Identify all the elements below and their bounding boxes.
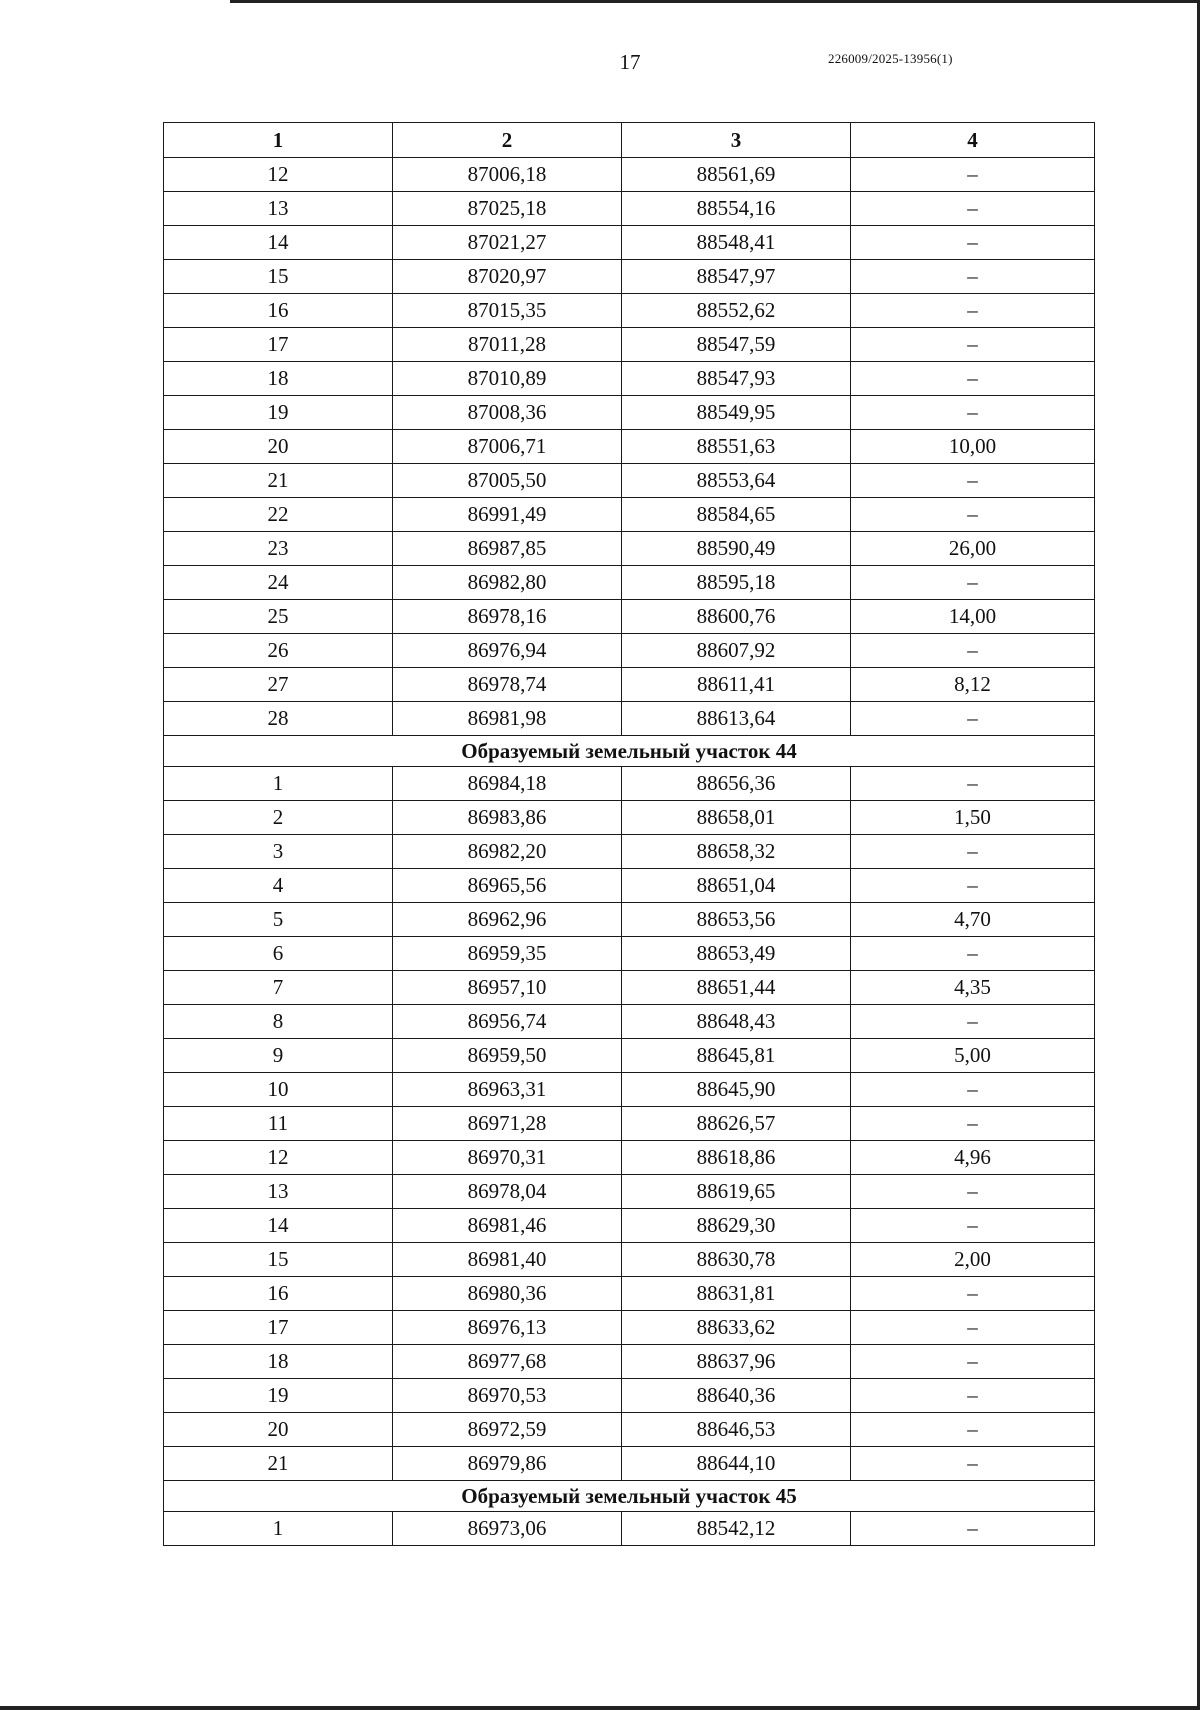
table-row — [164, 430, 1095, 464]
value-cell: – — [851, 1005, 1095, 1039]
x-coordinate-cell: 86979,86 — [393, 1447, 622, 1481]
value-cell: 26,00 — [851, 532, 1095, 566]
y-coordinate-cell: 88644,10 — [622, 1447, 851, 1481]
x-coordinate-cell: 86983,86 — [393, 801, 622, 835]
y-coordinate-cell: 88547,59 — [622, 328, 851, 362]
table-row — [164, 1345, 1095, 1379]
y-coordinate-cell: 88630,78 — [622, 1243, 851, 1277]
value-cell: – — [851, 1209, 1095, 1243]
value-cell: – — [851, 362, 1095, 396]
value-cell: – — [851, 702, 1095, 736]
table-row — [164, 328, 1095, 362]
point-number-cell: 21 — [164, 1447, 393, 1481]
x-coordinate-cell: 87020,97 — [393, 260, 622, 294]
table-row — [164, 1512, 1095, 1546]
column-header: 4 — [851, 123, 1095, 158]
x-coordinate-cell: 86976,13 — [393, 1311, 622, 1345]
y-coordinate-cell: 88658,32 — [622, 835, 851, 869]
value-cell: – — [851, 158, 1095, 192]
x-coordinate-cell: 86970,53 — [393, 1379, 622, 1413]
table-row — [164, 801, 1095, 835]
x-coordinate-cell: 86959,50 — [393, 1039, 622, 1073]
table-row — [164, 1005, 1095, 1039]
x-coordinate-cell: 86963,31 — [393, 1073, 622, 1107]
table-row — [164, 1379, 1095, 1413]
value-cell: 8,12 — [851, 668, 1095, 702]
y-coordinate-cell: 88618,86 — [622, 1141, 851, 1175]
y-coordinate-cell: 88613,64 — [622, 702, 851, 736]
point-number-cell: 16 — [164, 1277, 393, 1311]
value-cell: – — [851, 937, 1095, 971]
value-cell: – — [851, 1107, 1095, 1141]
value-cell: – — [851, 835, 1095, 869]
point-number-cell: 19 — [164, 1379, 393, 1413]
section-header-row — [164, 736, 1095, 767]
y-coordinate-cell: 88553,64 — [622, 464, 851, 498]
x-coordinate-cell: 86984,18 — [393, 767, 622, 801]
y-coordinate-cell: 88656,36 — [622, 767, 851, 801]
point-number-cell: 13 — [164, 1175, 393, 1209]
table-row — [164, 634, 1095, 668]
table-row — [164, 362, 1095, 396]
x-coordinate-cell: 86981,40 — [393, 1243, 622, 1277]
value-cell: 1,50 — [851, 801, 1095, 835]
table-row — [164, 158, 1095, 192]
point-number-cell: 25 — [164, 600, 393, 634]
value-cell: – — [851, 260, 1095, 294]
x-coordinate-cell: 86977,68 — [393, 1345, 622, 1379]
y-coordinate-cell: 88653,56 — [622, 903, 851, 937]
point-number-cell: 12 — [164, 158, 393, 192]
value-cell: – — [851, 566, 1095, 600]
y-coordinate-cell: 88561,69 — [622, 158, 851, 192]
point-number-cell: 10 — [164, 1073, 393, 1107]
x-coordinate-cell: 86981,46 — [393, 1209, 622, 1243]
y-coordinate-cell: 88611,41 — [622, 668, 851, 702]
coordinates-table — [163, 122, 1095, 1546]
table-row — [164, 903, 1095, 937]
value-cell: – — [851, 1345, 1095, 1379]
point-number-cell: 14 — [164, 226, 393, 260]
point-number-cell: 5 — [164, 903, 393, 937]
table-row — [164, 1175, 1095, 1209]
table-row — [164, 1039, 1095, 1073]
table-row — [164, 702, 1095, 736]
value-cell: – — [851, 1512, 1095, 1546]
y-coordinate-cell: 88549,95 — [622, 396, 851, 430]
table-row — [164, 600, 1095, 634]
y-coordinate-cell: 88629,30 — [622, 1209, 851, 1243]
value-cell: – — [851, 1277, 1095, 1311]
table-row — [164, 1311, 1095, 1345]
point-number-cell: 24 — [164, 566, 393, 600]
point-number-cell: 21 — [164, 464, 393, 498]
value-cell: – — [851, 1447, 1095, 1481]
value-cell: 14,00 — [851, 600, 1095, 634]
value-cell: – — [851, 1413, 1095, 1447]
point-number-cell: 19 — [164, 396, 393, 430]
table-row — [164, 1107, 1095, 1141]
point-number-cell: 2 — [164, 801, 393, 835]
x-coordinate-cell: 86991,49 — [393, 498, 622, 532]
x-coordinate-cell: 86982,80 — [393, 566, 622, 600]
x-coordinate-cell: 87006,18 — [393, 158, 622, 192]
value-cell: – — [851, 1311, 1095, 1345]
x-coordinate-cell: 86978,04 — [393, 1175, 622, 1209]
table-row — [164, 869, 1095, 903]
point-number-cell: 7 — [164, 971, 393, 1005]
table-row — [164, 396, 1095, 430]
table-row — [164, 566, 1095, 600]
table-row — [164, 226, 1095, 260]
x-coordinate-cell: 86972,59 — [393, 1413, 622, 1447]
point-number-cell: 20 — [164, 1413, 393, 1447]
x-coordinate-cell: 86965,56 — [393, 869, 622, 903]
point-number-cell: 17 — [164, 328, 393, 362]
point-number-cell: 14 — [164, 1209, 393, 1243]
y-coordinate-cell: 88646,53 — [622, 1413, 851, 1447]
x-coordinate-cell: 87015,35 — [393, 294, 622, 328]
table-row — [164, 192, 1095, 226]
value-cell: – — [851, 767, 1095, 801]
point-number-cell: 15 — [164, 260, 393, 294]
point-number-cell: 11 — [164, 1107, 393, 1141]
scan-bottom-border — [0, 1706, 1200, 1710]
y-coordinate-cell: 88547,97 — [622, 260, 851, 294]
value-cell: – — [851, 396, 1095, 430]
y-coordinate-cell: 88640,36 — [622, 1379, 851, 1413]
table-row — [164, 1413, 1095, 1447]
table-row — [164, 971, 1095, 1005]
table-row — [164, 294, 1095, 328]
table-row — [164, 260, 1095, 294]
point-number-cell: 1 — [164, 1512, 393, 1546]
section-title: Образуемый земельный участок 45 — [164, 1481, 1095, 1512]
x-coordinate-cell: 86980,36 — [393, 1277, 622, 1311]
value-cell: 2,00 — [851, 1243, 1095, 1277]
x-coordinate-cell: 86970,31 — [393, 1141, 622, 1175]
section-title: Образуемый земельный участок 44 — [164, 736, 1095, 767]
y-coordinate-cell: 88619,65 — [622, 1175, 851, 1209]
x-coordinate-cell: 87011,28 — [393, 328, 622, 362]
table-row — [164, 1447, 1095, 1481]
point-number-cell: 16 — [164, 294, 393, 328]
y-coordinate-cell: 88651,04 — [622, 869, 851, 903]
x-coordinate-cell: 87010,89 — [393, 362, 622, 396]
scan-top-border — [230, 0, 1200, 3]
y-coordinate-cell: 88600,76 — [622, 600, 851, 634]
y-coordinate-cell: 88584,65 — [622, 498, 851, 532]
x-coordinate-cell: 86957,10 — [393, 971, 622, 1005]
value-cell: – — [851, 498, 1095, 532]
point-number-cell: 13 — [164, 192, 393, 226]
y-coordinate-cell: 88648,43 — [622, 1005, 851, 1039]
section-header-row — [164, 1481, 1095, 1512]
value-cell: – — [851, 328, 1095, 362]
point-number-cell: 17 — [164, 1311, 393, 1345]
y-coordinate-cell: 88551,63 — [622, 430, 851, 464]
point-number-cell: 1 — [164, 767, 393, 801]
point-number-cell: 4 — [164, 869, 393, 903]
y-coordinate-cell: 88595,18 — [622, 566, 851, 600]
table-row — [164, 668, 1095, 702]
y-coordinate-cell: 88631,81 — [622, 1277, 851, 1311]
x-coordinate-cell: 86978,74 — [393, 668, 622, 702]
x-coordinate-cell: 87006,71 — [393, 430, 622, 464]
y-coordinate-cell: 88554,16 — [622, 192, 851, 226]
point-number-cell: 9 — [164, 1039, 393, 1073]
point-number-cell: 3 — [164, 835, 393, 869]
x-coordinate-cell: 86962,96 — [393, 903, 622, 937]
value-cell: – — [851, 1379, 1095, 1413]
table-row — [164, 1277, 1095, 1311]
value-cell: 4,35 — [851, 971, 1095, 1005]
table-row — [164, 498, 1095, 532]
y-coordinate-cell: 88626,57 — [622, 1107, 851, 1141]
x-coordinate-cell: 86973,06 — [393, 1512, 622, 1546]
page-number: 17 — [619, 50, 641, 74]
value-cell: – — [851, 464, 1095, 498]
point-number-cell: 18 — [164, 362, 393, 396]
y-coordinate-cell: 88658,01 — [622, 801, 851, 835]
y-coordinate-cell: 88645,81 — [622, 1039, 851, 1073]
y-coordinate-cell: 88607,92 — [622, 634, 851, 668]
y-coordinate-cell: 88637,96 — [622, 1345, 851, 1379]
x-coordinate-cell: 86978,16 — [393, 600, 622, 634]
x-coordinate-cell: 87008,36 — [393, 396, 622, 430]
point-number-cell: 8 — [164, 1005, 393, 1039]
point-number-cell: 12 — [164, 1141, 393, 1175]
y-coordinate-cell: 88645,90 — [622, 1073, 851, 1107]
point-number-cell: 23 — [164, 532, 393, 566]
value-cell: – — [851, 634, 1095, 668]
value-cell: – — [851, 192, 1095, 226]
value-cell: – — [851, 1175, 1095, 1209]
point-number-cell: 15 — [164, 1243, 393, 1277]
x-coordinate-cell: 86959,35 — [393, 937, 622, 971]
x-coordinate-cell: 86956,74 — [393, 1005, 622, 1039]
value-cell: – — [851, 226, 1095, 260]
column-header: 1 — [164, 123, 393, 158]
x-coordinate-cell: 86987,85 — [393, 532, 622, 566]
table-row — [164, 1209, 1095, 1243]
table-header-row — [164, 123, 1095, 158]
table-row — [164, 767, 1095, 801]
table-body — [164, 158, 1095, 1546]
point-number-cell: 20 — [164, 430, 393, 464]
y-coordinate-cell: 88653,49 — [622, 937, 851, 971]
point-number-cell: 22 — [164, 498, 393, 532]
point-number-cell: 18 — [164, 1345, 393, 1379]
column-header: 2 — [393, 123, 622, 158]
x-coordinate-cell: 86982,20 — [393, 835, 622, 869]
table-row — [164, 937, 1095, 971]
document-id: 226009/2025-13956(1) — [828, 51, 953, 66]
y-coordinate-cell: 88651,44 — [622, 971, 851, 1005]
y-coordinate-cell: 88590,49 — [622, 532, 851, 566]
point-number-cell: 28 — [164, 702, 393, 736]
value-cell: – — [851, 1073, 1095, 1107]
value-cell: 4,70 — [851, 903, 1095, 937]
value-cell: 4,96 — [851, 1141, 1095, 1175]
x-coordinate-cell: 87005,50 — [393, 464, 622, 498]
point-number-cell: 26 — [164, 634, 393, 668]
y-coordinate-cell: 88548,41 — [622, 226, 851, 260]
y-coordinate-cell: 88633,62 — [622, 1311, 851, 1345]
table-row — [164, 464, 1095, 498]
x-coordinate-cell: 87025,18 — [393, 192, 622, 226]
table-row — [164, 1243, 1095, 1277]
value-cell: 5,00 — [851, 1039, 1095, 1073]
value-cell: – — [851, 869, 1095, 903]
table-row — [164, 1073, 1095, 1107]
y-coordinate-cell: 88552,62 — [622, 294, 851, 328]
x-coordinate-cell: 87021,27 — [393, 226, 622, 260]
point-number-cell: 27 — [164, 668, 393, 702]
x-coordinate-cell: 86976,94 — [393, 634, 622, 668]
y-coordinate-cell: 88547,93 — [622, 362, 851, 396]
value-cell: – — [851, 294, 1095, 328]
point-number-cell: 6 — [164, 937, 393, 971]
x-coordinate-cell: 86981,98 — [393, 702, 622, 736]
column-header: 3 — [622, 123, 851, 158]
table-row — [164, 1141, 1095, 1175]
table-row — [164, 835, 1095, 869]
value-cell: 10,00 — [851, 430, 1095, 464]
x-coordinate-cell: 86971,28 — [393, 1107, 622, 1141]
table-row — [164, 532, 1095, 566]
y-coordinate-cell: 88542,12 — [622, 1512, 851, 1546]
